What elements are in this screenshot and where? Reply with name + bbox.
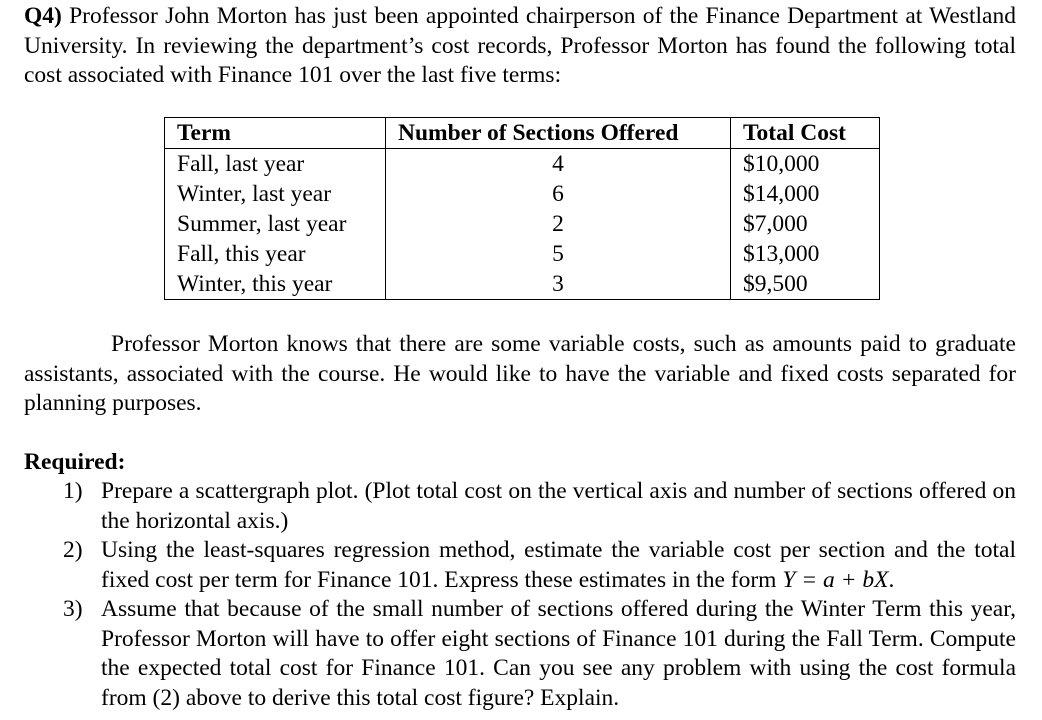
context-paragraph: Professor Morton knows that there are some variable costs, such as amounts paid to graduate assistants, associated with the course. He would like to have the variable and fixed costs separated for planning purposes. xyxy=(24,331,1016,416)
item-text: Prepare a scattergraph plot. (Plot total cost on the vertical axis and number of sections offered on the horizontal axis.) xyxy=(101,478,1016,534)
cell-cost: $7,000 xyxy=(731,209,880,239)
table-row xyxy=(165,269,880,300)
item-number: 2) xyxy=(63,537,83,563)
required-list xyxy=(24,477,1016,713)
question-intro xyxy=(24,2,1016,91)
header-sections: Number of Sections Offered xyxy=(386,118,731,149)
cell-sections: 3 xyxy=(386,269,731,300)
table-row xyxy=(165,179,880,209)
header-cost: Total Cost xyxy=(731,118,880,149)
cell-term: Fall, last year xyxy=(165,149,386,180)
cell-sections: 6 xyxy=(386,179,731,209)
cell-sections: 5 xyxy=(386,239,731,269)
table-header-row xyxy=(165,118,880,149)
cost-table xyxy=(164,117,880,300)
item-text: Using the least-squares regression method, estimate the variable cost per section and the total fixed cost per term for Finance 101. Express these estimates in the form xyxy=(101,537,1016,593)
header-term: Term xyxy=(165,118,386,149)
item-number: 3) xyxy=(63,596,83,622)
cell-term: Fall, this year xyxy=(165,239,386,269)
cell-term: Winter, this year xyxy=(165,269,386,300)
cell-sections: 2 xyxy=(386,209,731,239)
item-text-end: . xyxy=(888,566,895,593)
table-row xyxy=(165,239,880,269)
table-row xyxy=(165,209,880,239)
required-item xyxy=(24,477,1016,536)
question-intro-text: Professor John Morton has just been appointed chairperson of the Finance Department at Westland University. In reviewing the department’s cost records, Professor Morton has found the following total cost associated with Finance 101 over the last five terms: xyxy=(24,3,1016,88)
item-text: Assume that because of the small number of sections offered during the Winter Term this year, Professor Morton will have to offer eight sections of Finance 101 during the Fall Term. Compute the expected total cost for Finance 101. Can you see any problem with using the cost formula from (2) above to derive this total cost figure? Explain. xyxy=(101,596,1016,711)
cell-cost: $14,000 xyxy=(731,179,880,209)
cell-cost: $13,000 xyxy=(731,239,880,269)
cell-cost: $9,500 xyxy=(731,269,880,300)
regression-formula: Y = a + bX xyxy=(782,566,889,593)
cell-term: Winter, last year xyxy=(165,179,386,209)
required-item xyxy=(24,595,1016,713)
question-label: Q4) xyxy=(24,3,62,29)
cell-sections: 4 xyxy=(386,149,731,180)
item-number: 1) xyxy=(63,478,83,504)
cell-term: Summer, last year xyxy=(165,209,386,239)
required-heading: Required: xyxy=(24,449,126,475)
cell-cost: $10,000 xyxy=(731,149,880,180)
table-row xyxy=(165,149,880,180)
required-item xyxy=(24,536,1016,595)
